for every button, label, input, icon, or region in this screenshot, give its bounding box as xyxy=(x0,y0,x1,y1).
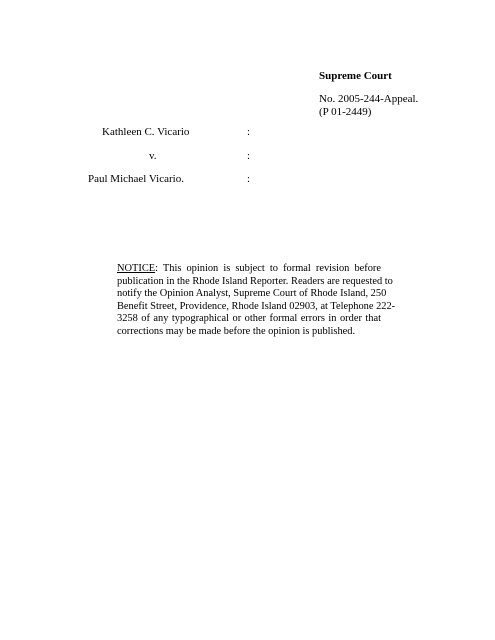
notice-line: corrections may be made before the opinion is published. xyxy=(117,325,356,337)
caption-separator: : xyxy=(247,173,251,185)
notice-line: 3258 of any typographical or other formal errors in order that xyxy=(117,313,381,325)
notice-line: Benefit Street, Providence, Rhode Island 02903, at Telephone 222- xyxy=(117,300,396,312)
caption-separator: : xyxy=(247,126,251,138)
docket-block xyxy=(319,93,418,119)
lower-court-number: (P 01-2449) xyxy=(319,106,372,118)
notice-line xyxy=(117,263,381,276)
court-name: Supreme Court xyxy=(319,70,392,82)
plaintiff-name: Kathleen C. Vicario xyxy=(102,126,190,138)
notice-line: notify the Opinion Analyst, Supreme Court of Rhode Island, 250 xyxy=(117,288,387,300)
notice-line-text: : This opinion is subject to formal revision before xyxy=(155,263,381,274)
caption-separator: : xyxy=(247,150,251,162)
versus-label: v. xyxy=(149,150,157,162)
notice-line: publication in the Rhode Island Reporter. Readers are requested to xyxy=(117,275,393,287)
notice-label: NOTICE xyxy=(117,263,156,274)
defendant-name: Paul Michael Vicario. xyxy=(88,173,184,185)
docket-number: No. 2005-244-Appeal. xyxy=(319,93,419,105)
notice-paragraph xyxy=(117,263,396,339)
